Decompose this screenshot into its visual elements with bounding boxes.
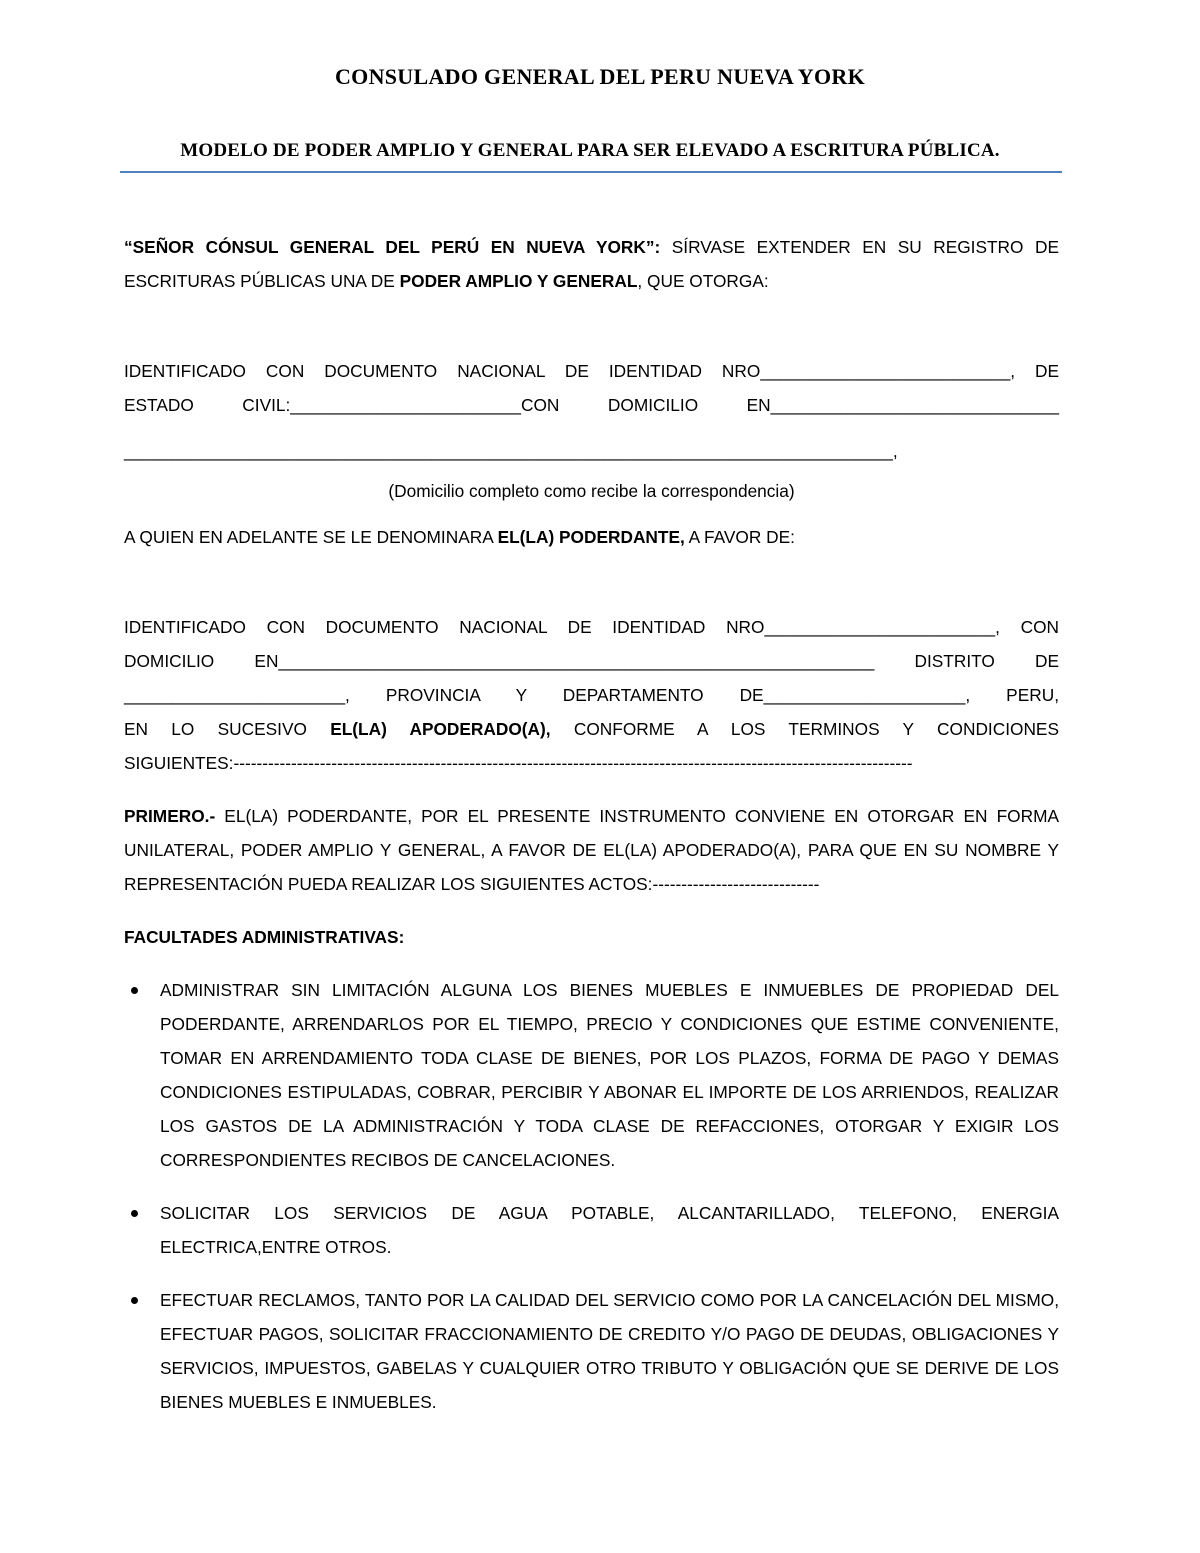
list-item-text: ADMINISTRAR SIN LIMITACIÓN ALGUNA LOS BIENES MUEBLES E INMUEBLES DE PROPIEDAD DEL PODERDANTE, ARRENDARLOS POR EL TIEMPO, PRECIO Y CONDICIONES QUE ESTIME CONVENIENTE, TOMAR EN ARRENDAMIENTO TODA CLASE DE BIENES, POR LOS PLAZOS, FORMA DE PAGO Y DEMAS CONDICIONES ESTIPULADAS, COBRAR, PERCIBIR Y ABONAR EL IMPORTE DE LOS ARRIENDOS, REALIZAR LOS GASTOS DE LA ADMINISTRACIÓN Y TODA CLASE DE REFACCIONES, OTORGAR Y EXIGIR LOS CORRESPONDIENTES RECIBOS DE CANCELACIONES.	[160, 980, 1059, 1170]
facultades-list	[124, 973, 1059, 1419]
subtitle-underline	[120, 171, 1062, 173]
intro-line-1	[124, 230, 1059, 264]
apoderado-provincia-line: _______________________, PROVINCIA Y DEPARTAMENTO DE_____________________, PERU,	[124, 685, 1059, 705]
list-item	[124, 1196, 1059, 1264]
intro-line-2-end: , QUE OTORGA:	[637, 271, 769, 291]
otorgante-id-line: IDENTIFICADO CON DOCUMENTO NACIONAL DE IDENTIDAD NRO__________________________, DE	[124, 361, 1059, 381]
denomina-end: A FAVOR DE:	[684, 527, 795, 547]
apoderado-sucesivo-line	[124, 712, 1059, 746]
poder-type: PODER AMPLIO Y GENERAL	[399, 271, 638, 291]
denomina-start: A QUIEN EN ADELANTE SE LE DENOMINARA	[124, 527, 498, 547]
facultades-heading: FACULTADES ADMINISTRATIVAS:	[124, 927, 405, 947]
bullet-icon	[131, 1210, 138, 1217]
apoderado-domicilio-line: DOMICILIO EN______________________________________________________________ DISTRITO DE	[124, 651, 1059, 671]
bullet-icon	[131, 987, 138, 994]
document-subtitle: MODELO DE PODER AMPLIO Y GENERAL PARA SER ELEVADO A ESCRITURA PÚBLICA.	[180, 140, 1000, 161]
apoderado-label: EL(LA) APODERADO(A),	[330, 719, 551, 739]
sucesivo-end: CONFORME A LOS TERMINOS Y CONDICIONES	[550, 719, 1059, 739]
list-item-text: EFECTUAR RECLAMOS, TANTO POR LA CALIDAD DEL SERVICIO COMO POR LA CANCELACIÓN DEL MISMO, EFECTUAR PAGOS, SOLICITAR FRACCIONAMIENTO DE CREDITO Y/O PAGO DE DEUDAS, OBLIGACIONES Y SERVICIOS, IMPUESTOS, GABELAS Y CUALQUIER OTRO TRIBUTO Y OBLIGACIÓN QUE SE DERIVE DE LOS BIENES MUEBLES E INMUEBLES.	[160, 1290, 1059, 1412]
intro-request-text: SÍRVASE EXTENDER EN SU REGISTRO DE	[660, 237, 1059, 257]
otorgante-address-line: ________________________________________________________________________________,	[124, 441, 898, 461]
primero-clause	[124, 799, 1059, 901]
bullet-icon	[131, 1297, 138, 1304]
document-title: CONSULADO GENERAL DEL PERU NUEVA YORK	[334, 64, 866, 89]
apoderado-id-line: IDENTIFICADO CON DOCUMENTO NACIONAL DE IDENTIDAD NRO________________________, CON	[124, 617, 1059, 637]
poderdante-label: EL(LA) PODERDANTE,	[497, 527, 685, 547]
intro-line-2-start: ESCRITURAS PÚBLICAS UNA DE	[124, 271, 400, 291]
domicilio-note: (Domicilio completo como recibe la correspondencia)	[388, 481, 795, 501]
primero-label: PRIMERO.-	[124, 806, 216, 826]
sucesivo-start: EN LO SUCESIVO	[124, 719, 331, 739]
intro-line-2	[124, 264, 1059, 298]
poderdante-denomination	[124, 520, 1059, 554]
list-item-text: SOLICITAR LOS SERVICIOS DE AGUA POTABLE, ALCANTARILLADO, TELEFONO, ENERGIA ELECTRICA,ENTRE OTROS.	[160, 1203, 1059, 1257]
document-body	[124, 230, 1059, 1419]
list-item	[124, 1283, 1059, 1419]
primero-text: EL(LA) PODERDANTE, POR EL PRESENTE INSTRUMENTO CONVIENE EN OTORGAR EN FORMA UNILATERAL, PODER AMPLIO Y GENERAL, A FAVOR DE EL(LA) APODERADO(A), PARA QUE EN SU NOMBRE Y REPRESENTACIÓN PUEDA REALIZAR LOS SIGUIENTES ACTOS:-----------------------------	[124, 806, 1059, 894]
addressee: “SEÑOR CÓNSUL GENERAL DEL PERÚ EN NUEVA YORK”:	[124, 237, 661, 257]
siguientes-line: SIGUIENTES:----------------------------------------------------------------------------------------------------------------------	[124, 753, 913, 773]
list-item	[124, 973, 1059, 1177]
otorgante-civil-line: ESTADO CIVIL:________________________CON DOMICILIO EN______________________________	[124, 395, 1059, 415]
